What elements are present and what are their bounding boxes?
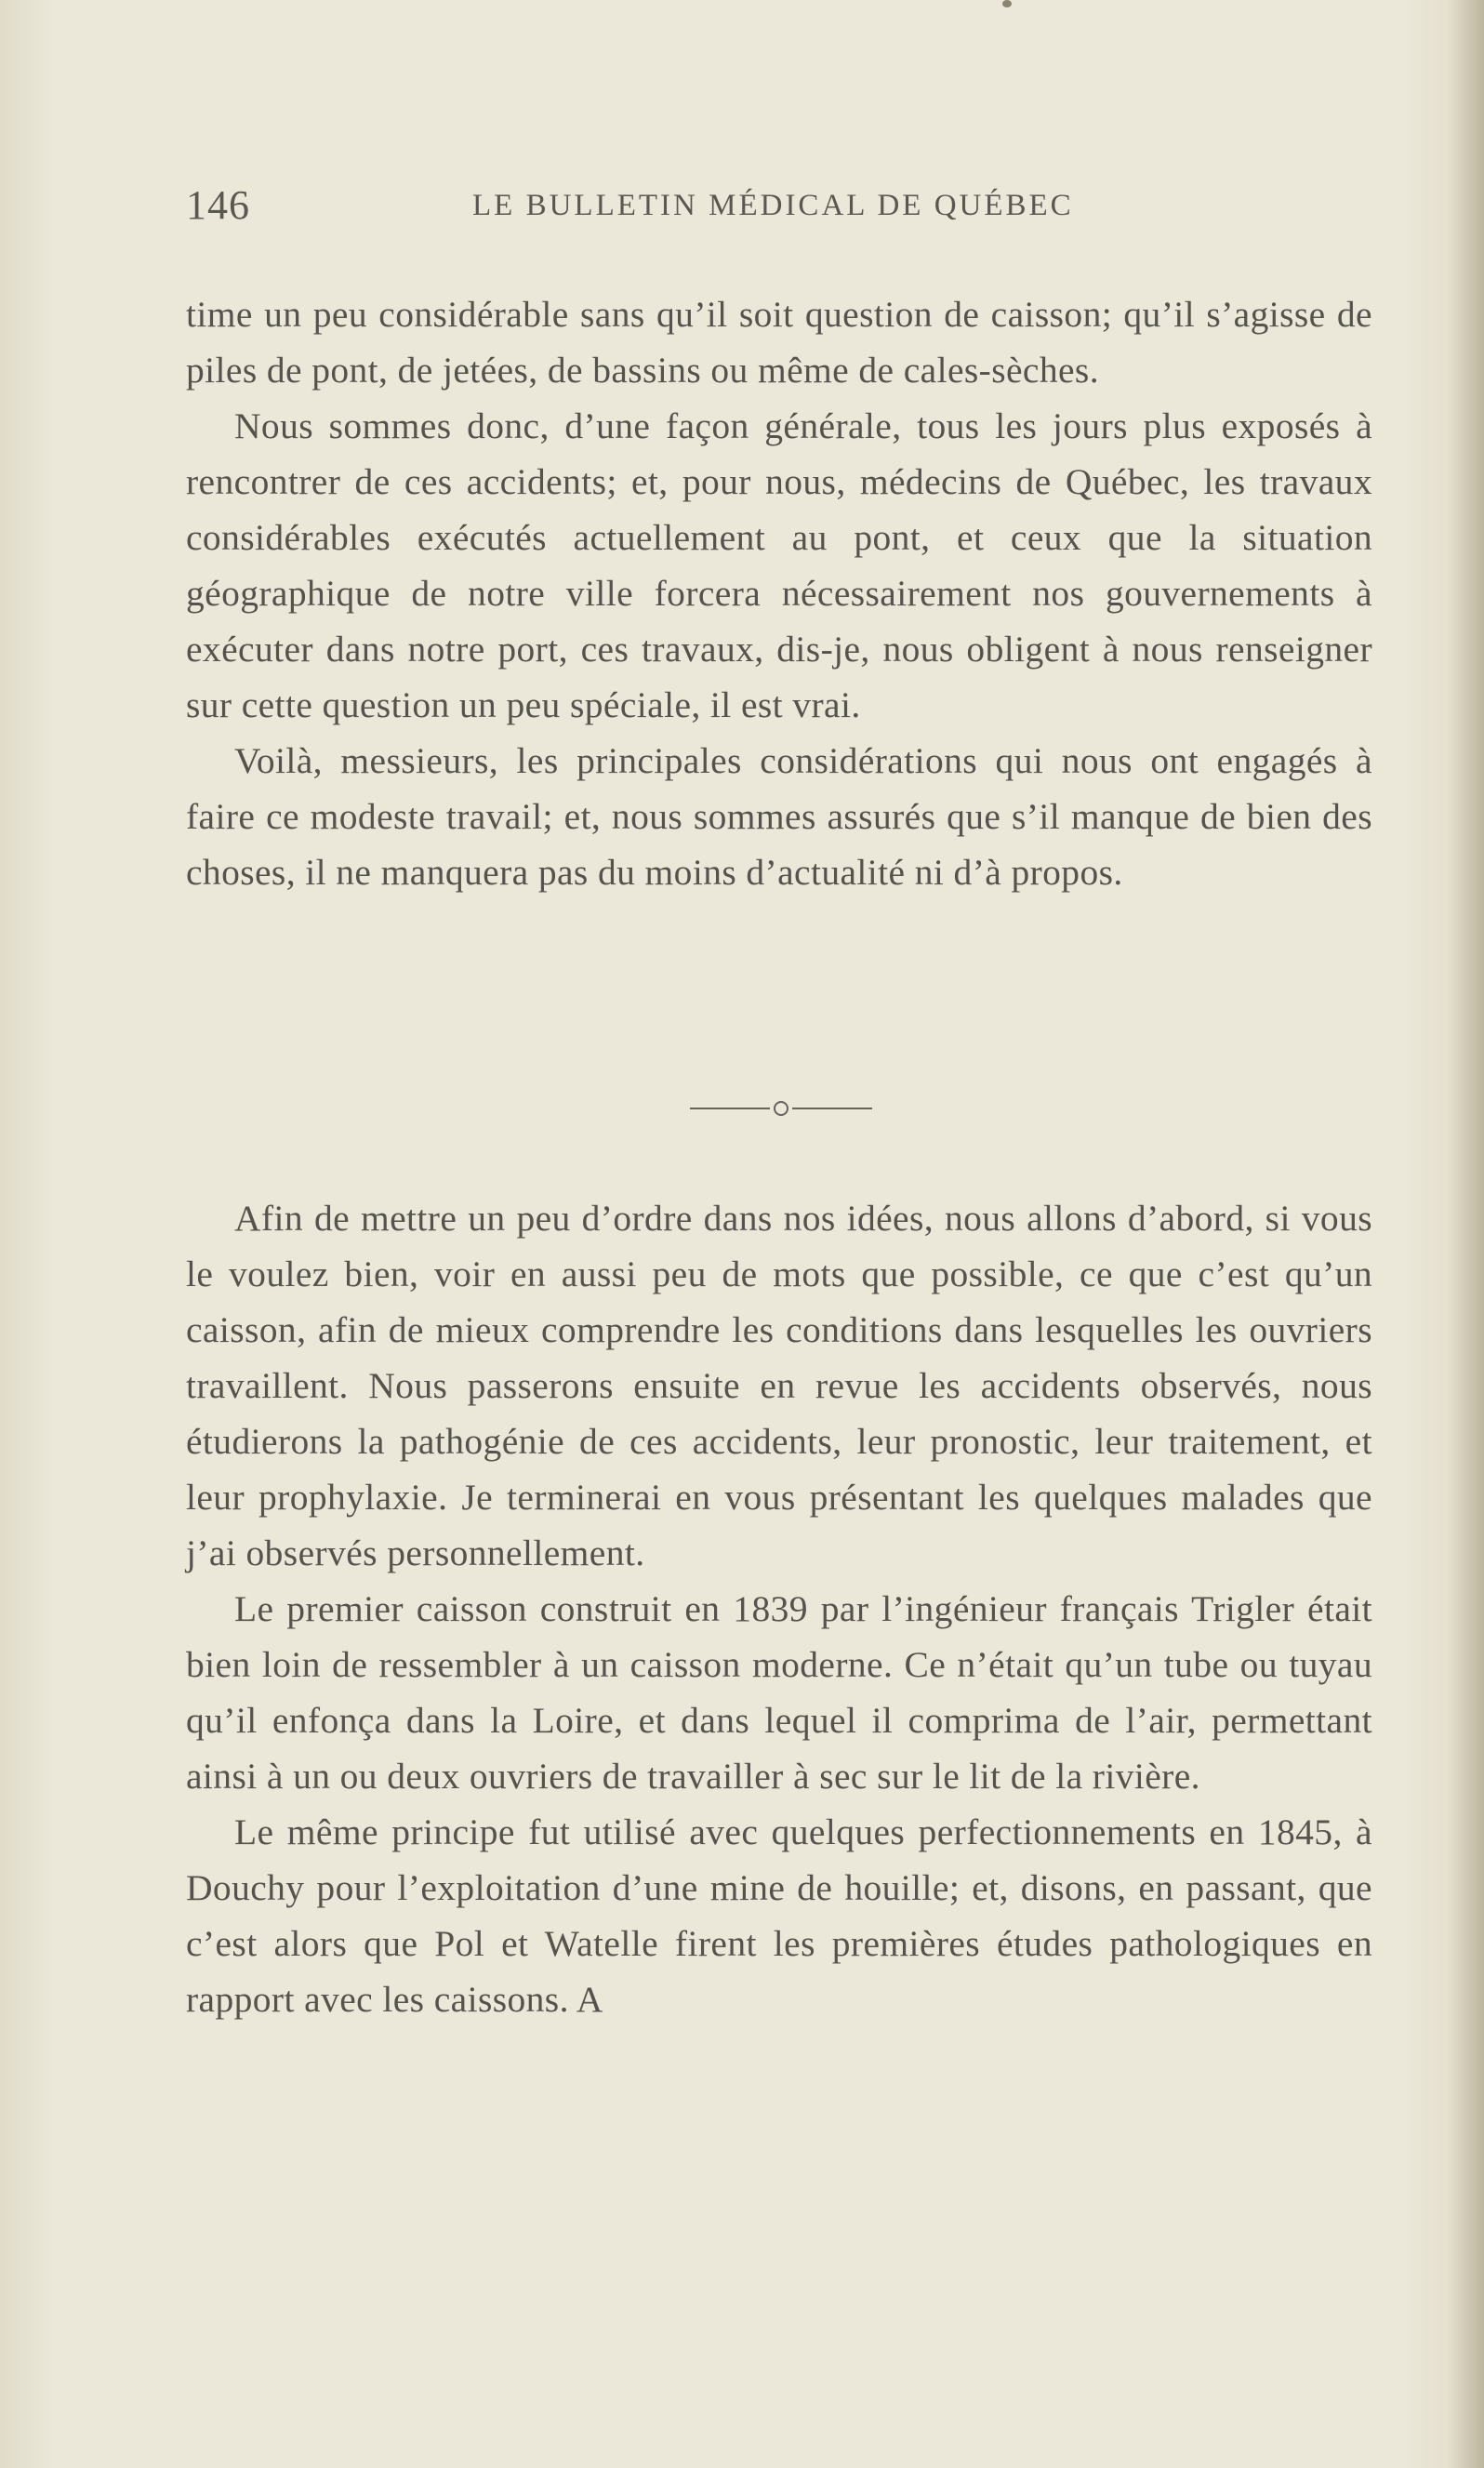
paragraph: time un peu considérable sans qu’il soit question de caisson; qu’il s’agisse de piles de pont, de jetées, de bassins ou même de cales-sèches. <box>186 294 1372 391</box>
ink-speck <box>1002 0 1012 7</box>
paragraph: Le premier caisson construit en 1839 par l’ingénieur français Trigler était bien loin de ressembler à un caisson moderne. Ce n’était qu’un tube ou tuyau qu’il enfonça dans la Loire, et dans lequel il comprima de l’air, permettant ainsi à un ou deux ouvriers de travailler à sec sur le lit de la rivière. <box>186 1588 1372 1797</box>
paragraph: Nous sommes donc, d’une façon générale, tous les jours plus exposés à rencontrer de ces accidents; et, pour nous, médecins de Québec, les travaux considérables exécutés actuellement au pont, et ceux que la situation géographique de notre ville forcera nécessairement nos gouvernements à exécuter dans notre port, ces travaux, dis-je, nous obligent à nous renseigner sur cette question un peu spéciale, il est vrai. <box>186 405 1372 725</box>
running-title: LE BULLETIN MÉDICAL DE QUÉBEC <box>472 189 1074 222</box>
paragraph: Afin de mettre un peu d’ordre dans nos idées, nous allons d’abord, si vous le voulez bien, voir en aussi peu de mots que possible, ce que c’est qu’un caisson, afin de mieux comprendre les conditions dans lesquelles les ouvriers travaillent. Nous passerons ensuite en revue les accidents observés, nous étudierons la pathogénie de ces accidents, leur pronostic, leur traitement, et leur prophylaxie. Je terminerai en vous présentant les quelques malades que j’ai observés personnellement. <box>186 1198 1372 1573</box>
separator-line-left <box>690 1108 770 1109</box>
paragraph: Voilà, messieurs, les principales considérations qui nous ont engagés à faire ce modeste travail; et, nous sommes assurés que s’il manque de bien des choses, il ne manquera pas du moins d’actualité ni d’à propos. <box>186 740 1372 893</box>
section-separator <box>683 1090 879 1127</box>
text-block-top <box>186 286 1372 900</box>
page-number: 146 <box>186 182 250 228</box>
separator-line-right <box>792 1108 872 1109</box>
separator-circle <box>774 1101 788 1116</box>
text-block-bottom <box>186 1190 1372 2027</box>
page-header <box>186 181 1376 237</box>
paragraph: Le même principe fut utilisé avec quelques perfectionnements en 1845, à Douchy pour l’exploitation d’une mine de houille; et, disons, en passant, que c’est alors que Pol et Watelle firent les premières études pathologiques en rapport avec les caissons. A <box>186 1811 1372 2020</box>
